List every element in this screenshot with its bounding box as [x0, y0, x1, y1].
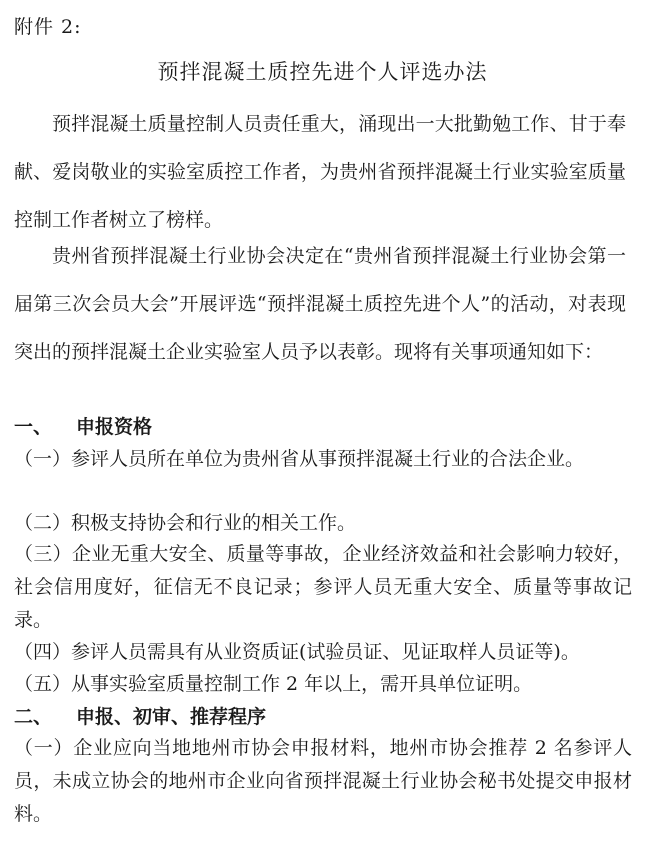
- section-title: 申报资格: [76, 416, 153, 438]
- section-number: 一、: [14, 416, 53, 438]
- document-title: 预拌混凝土质控先进个人评选办法: [157, 60, 488, 84]
- list-item: （五）从事实验室质量控制工作 2 年以上，需开具单位证明。: [14, 673, 533, 695]
- intro-paragraph: 贵州省预拌混凝土行业协会决定在“贵州省预拌混凝土行业协会第一届第三次会员大会”开展评选“预拌混凝土质控先进个人”的活动，对表现突出的预拌混凝土企业实验室人员予以表彰。现将有关事项通知如下：: [14, 245, 626, 363]
- list-item: （二）积极支持协会和行业的相关工作。: [14, 512, 357, 534]
- section-title: 申报、初审、推荐程序: [76, 706, 267, 728]
- list-item: （一）参评人员所在单位为贵州省从事预拌混凝土行业的合法企业。: [14, 448, 585, 470]
- list-item: （一）企业应向当地地州市协会申报材料，地州市协会推荐 2 名参评人员，未成立协会的地州市企业向省预拌混凝土行业协会秘书处提交申报材料。: [14, 737, 632, 825]
- section-heading: [14, 412, 152, 439]
- list-item: （三）企业无重大安全、质量等事故，企业经济效益和社会影响力较好，社会信用度好，征信无不良记录；参评人员无重大安全、质量等事故记录。: [14, 543, 632, 631]
- section-number: 二、: [14, 706, 53, 728]
- intro-paragraph: 预拌混凝土质量控制人员责任重大，涌现出一大批勤勉工作、甘于奉献、爱岗敬业的实验室质控工作者，为贵州省预拌混凝土行业实验室质量控制工作者树立了榜样。: [14, 113, 626, 231]
- attachment-label: 附件 2:: [14, 16, 82, 38]
- list-item: （四）参评人员需具有从业资质证(试验员证、见证取样人员证等)。: [14, 641, 580, 663]
- section-heading: [14, 702, 266, 729]
